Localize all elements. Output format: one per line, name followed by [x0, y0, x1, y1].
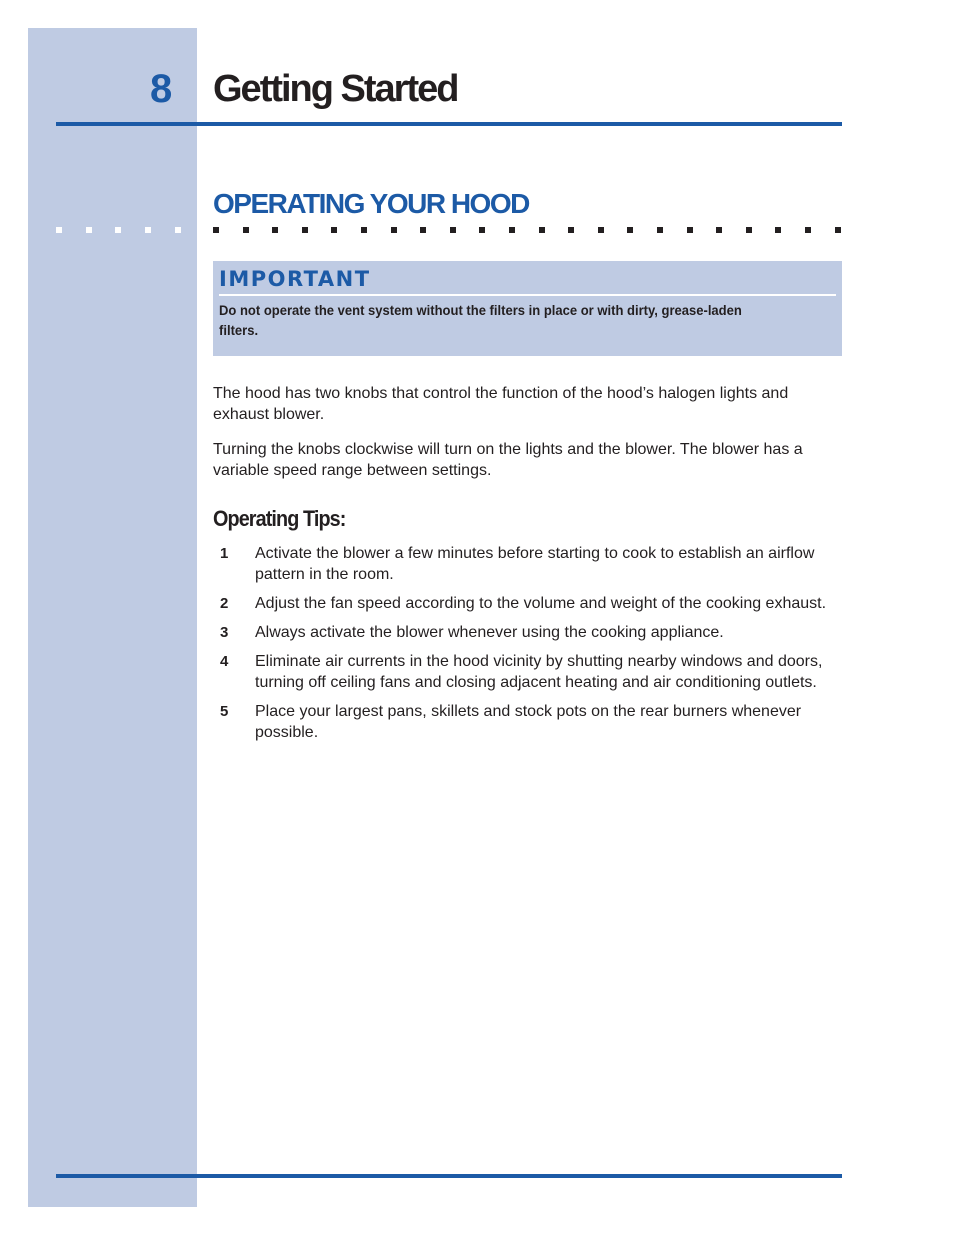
- divider-dot: [835, 227, 841, 233]
- tip-text: Activate the blower a few minutes before starting to cook to establish an airflow pattern in the room.: [255, 545, 815, 583]
- divider-dot: [331, 227, 337, 233]
- divider-dot: [243, 227, 249, 233]
- divider-dot: [687, 227, 693, 233]
- knobs-paragraph: Turning the knobs clockwise will turn on the lights and the blower. The blower has a variable speed range between settings.: [213, 441, 803, 479]
- chapter-title: Getting Started: [213, 68, 458, 110]
- divider-dot: [213, 227, 219, 233]
- divider-dot: [450, 227, 456, 233]
- tips-list: [213, 543, 845, 751]
- section-title: OPERATING YOUR HOOD: [213, 188, 529, 219]
- divider-dot: [568, 227, 574, 233]
- tip-number: 5: [220, 703, 229, 720]
- divider-dot: [361, 227, 367, 233]
- divider-dot: [272, 227, 278, 233]
- divider-dot: [391, 227, 397, 233]
- intro-paragraph: The hood has two knobs that control the function of the hood’s halogen lights and exhaust blower.: [213, 385, 789, 423]
- notice-text: Do not operate the vent system without the filters in place or with dirty, grease-laden filters.: [219, 302, 742, 338]
- footer-rule: [56, 1174, 842, 1178]
- tip-number: 1: [220, 545, 229, 562]
- divider-dot: [746, 227, 752, 233]
- sidebar-band: [28, 28, 197, 1207]
- tip-text: Eliminate air currents in the hood vicinity by shutting nearby windows and doors, turning off ceiling fans and closing adjacent heating and air conditioning outlets.: [255, 653, 823, 691]
- notice-rule: [219, 294, 836, 296]
- divider-dot: [657, 227, 663, 233]
- divider-dot: [539, 227, 545, 233]
- list-item: [213, 593, 845, 614]
- list-item: [213, 543, 845, 585]
- tip-number: 3: [220, 624, 229, 641]
- divider-dot: [479, 227, 485, 233]
- divider-dot: [175, 227, 181, 233]
- tip-text: Place your largest pans, skillets and stock pots on the rear burners whenever possible.: [255, 703, 802, 741]
- tips-heading: Operating Tips:: [213, 506, 346, 531]
- divider-dot: [420, 227, 426, 233]
- divider-dot: [716, 227, 722, 233]
- divider-dot: [56, 227, 62, 233]
- divider-dot: [598, 227, 604, 233]
- divider-dot: [627, 227, 633, 233]
- important-notice: [213, 261, 842, 356]
- page-number: 8: [150, 67, 172, 111]
- divider-dot: [805, 227, 811, 233]
- notice-heading: IMPORTANT: [219, 267, 371, 291]
- divider-dot: [509, 227, 515, 233]
- tip-text: Always activate the blower whenever using the cooking appliance.: [255, 624, 724, 641]
- header-rule: [56, 122, 842, 126]
- tip-number: 4: [220, 653, 229, 670]
- list-item: [213, 622, 845, 643]
- divider-dot: [86, 227, 92, 233]
- list-item: [213, 701, 845, 743]
- divider-dot: [115, 227, 121, 233]
- tip-text: Adjust the fan speed according to the volume and weight of the cooking exhaust.: [255, 595, 827, 612]
- divider-dot: [145, 227, 151, 233]
- tip-number: 2: [220, 595, 229, 612]
- divider-dot: [775, 227, 781, 233]
- divider-dot: [302, 227, 308, 233]
- list-item: [213, 651, 845, 693]
